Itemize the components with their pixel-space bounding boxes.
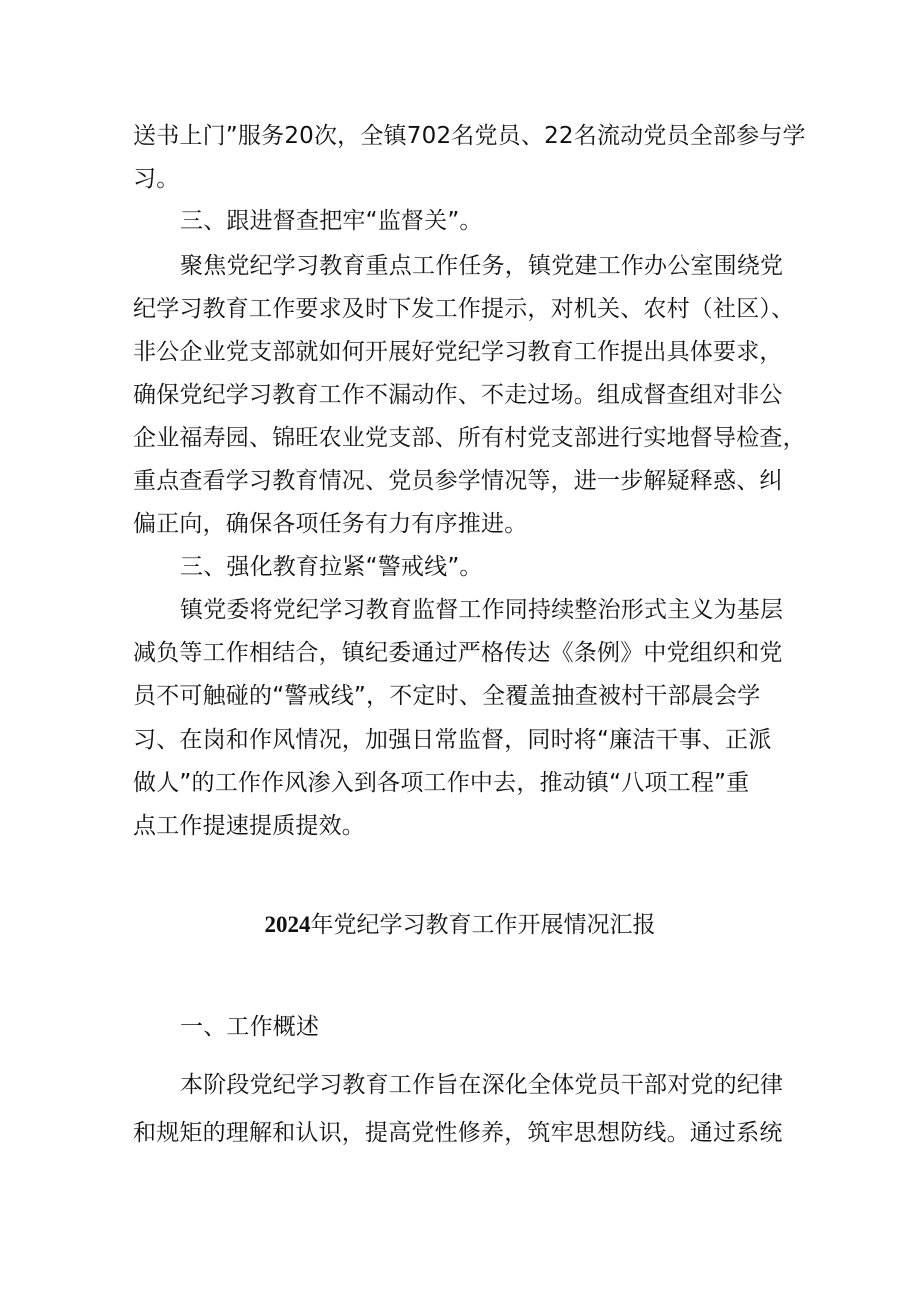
paragraph-3-line-2: 减负等工作相结合，镇纪委通过严格传达《条例》中党组织和党 <box>133 640 783 666</box>
report-title <box>0 910 920 940</box>
paragraph-2-line-6: 重点查看学习教育情况、党员参学情况等，进一步解疑释惑、纠 <box>133 468 783 494</box>
heading-overview: 一、工作概述 <box>180 1014 320 1040</box>
paragraph-2-line-5: 企业福寿园、锦旺农业党支部、所有村党支部进行实地督导检查， <box>133 425 806 451</box>
paragraph-2-line-1: 聚焦党纪学习教育重点工作任务，镇党建工作办公室围绕党 <box>180 253 784 279</box>
paragraph-3-line-6: 点工作提速提质提效。 <box>133 813 365 839</box>
paragraph-2-line-3: 非公企业党支部就如何开展好党纪学习教育工作提出具体要求， <box>133 339 783 365</box>
paragraph-4-line-1: 本阶段党纪学习教育工作旨在深化全体党员干部对党的纪律 <box>180 1072 784 1098</box>
paragraph-3-line-1: 镇党委将党纪学习教育监督工作同持续整治形式主义为基层 <box>180 597 784 623</box>
report-title-year: 2024 <box>264 912 311 937</box>
paragraph-1-line-1: 送书上门”服务20次，全镇702名党员、22名流动党员全部参与学 <box>133 123 806 149</box>
paragraph-3-line-4: 习、在岗和作风情况，加强日常监督，同时将“廉洁干事、正派 <box>133 727 772 753</box>
paragraph-3-line-3: 员不可触碰的“警戒线”，不定时、全覆盖抽查被村干部晨会学 <box>133 683 761 709</box>
paragraph-3-line-5: 做人”的工作作风渗入到各项工作中去，推动镇“八项工程”重 <box>133 770 750 796</box>
heading-warning: 三、强化教育拉紧“警戒线”。 <box>180 554 483 580</box>
paragraph-2-line-4: 确保党纪学习教育工作不漏动作、不走过场。组成督查组对非公 <box>133 382 783 408</box>
paragraph-2-line-7: 偏正向，确保各项任务有力有序推进。 <box>133 511 528 537</box>
paragraph-1-line-2: 习。 <box>133 166 180 192</box>
report-title-text: 年党纪学习教育工作开展情况汇报 <box>310 912 656 938</box>
paragraph-4-line-2: 和规矩的理解和认识，提高党性修养，筑牢思想防线。通过系统 <box>133 1120 783 1146</box>
paragraph-2-line-2: 纪学习教育工作要求及时下发工作提示，对机关、农村（社区）、 <box>133 296 795 322</box>
heading-supervision: 三、跟进督查把牢“监督关”。 <box>180 208 483 234</box>
